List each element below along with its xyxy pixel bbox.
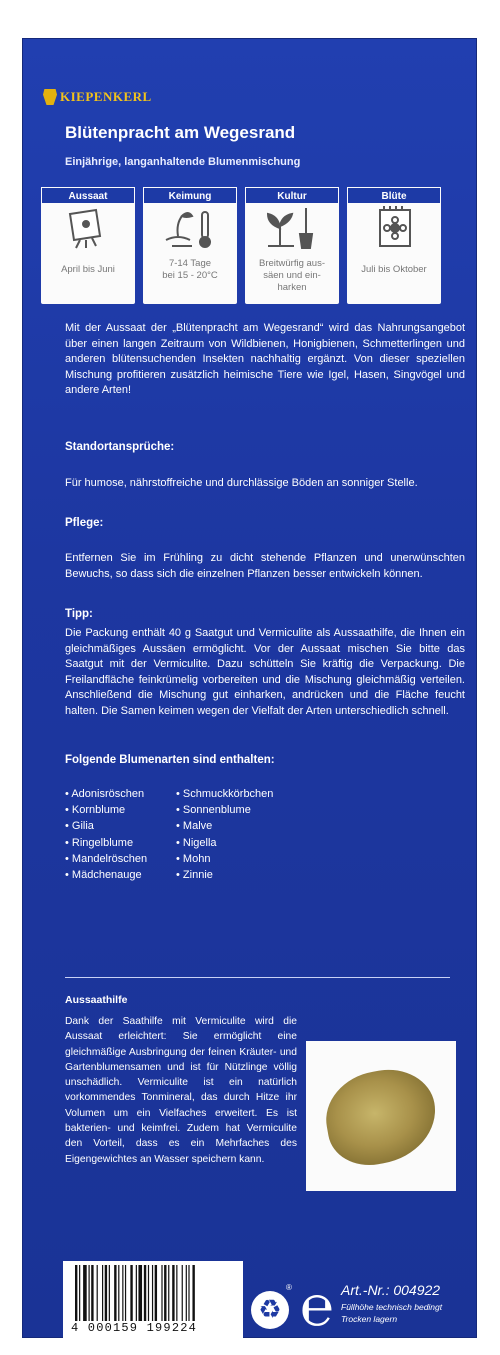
card-aussaat xyxy=(41,187,135,304)
plant-spade-icon xyxy=(245,204,339,254)
brand-name: KIEPENKERL xyxy=(60,89,152,104)
barcode-bar xyxy=(102,1265,103,1321)
recycle-icon: ♻ xyxy=(251,1291,289,1329)
storage-note: Trocken lagern xyxy=(341,1314,398,1324)
card-label: Keimung xyxy=(143,187,237,204)
vermiculite-image xyxy=(306,1041,456,1191)
card-value: 7-14 Tage bei 15 - 20°C xyxy=(162,258,218,281)
list-item: • Sonnenblume xyxy=(176,802,273,818)
barcode-bar xyxy=(152,1265,153,1321)
list-item: • Kornblume xyxy=(65,802,147,818)
list-item: • Nigella xyxy=(176,835,273,851)
tipp-text: Die Packung enthält 40 g Saatgut und Vermiculite als Aussaathilfe, die Ihnen ein gleichmäßiges Aussäen ermöglicht. Vor der Aussaat mischen Sie bitte das Saatgut mit der Vermiculite. Dazu schütteln Sie kräftig die Verpackung. Die Freilandfläche feinkrümelig vorbereiten und die Mischung gleichmäßig verteilen. Anschließend die Mischung gut einharken, andrücken und die Fläche feucht halten. Die Samen keimen wegen der Vielfalt der Arten unterschiedlich schnell. xyxy=(65,627,465,717)
barcode-bar xyxy=(161,1265,162,1321)
brand-logo xyxy=(43,89,152,105)
fill-note: Füllhöhe technisch bedingt xyxy=(341,1302,443,1312)
seed-packet-icon xyxy=(41,204,135,254)
barcode xyxy=(63,1261,243,1341)
aussaathilfe-text: Dank der Saathilfe mit Vermiculite wird die Aussaat erleichtert: Sie ermöglicht eine gleichmäßige Ausbringung der feinen Kräuter- und Gartenblumensamen und ist für Nützlinge völlig unschädlich. Vermiculite ist ein natürlich vorkommendes Tonmineral, das durch Hitze ihr Volumen um ein Vielfaches erweitert. Es ist bakterien- und keimfrei. Zudem hat Vermiculite den Vorteil, dass es ein Mehrfaches des Eigengewichtes an Wasser speichern kann. xyxy=(65,1016,297,1165)
barcode-bars xyxy=(75,1265,233,1323)
barcode-bar xyxy=(97,1265,98,1321)
barcode-bar xyxy=(79,1265,80,1321)
list-item: • Ringelblume xyxy=(65,835,147,851)
card-value: Breitwürfig aus- säen und ein- harken xyxy=(259,258,325,293)
barcode-bar xyxy=(188,1265,189,1321)
pflege-text: Entfernen Sie im Frühling zu dicht stehende Pflanzen und unerwünschten Bewuchs, so dass sich die einzelnen Pflanzen besser entwickeln können. xyxy=(65,552,465,580)
seed-packet-back xyxy=(22,38,477,1338)
list-item: • Mohn xyxy=(176,851,273,867)
barcode-bar xyxy=(182,1265,183,1321)
aussaathilfe-heading: Aussaathilfe xyxy=(65,994,128,1006)
registered-mark: ® xyxy=(286,1283,292,1292)
species-list-1 xyxy=(65,786,147,883)
barcode-bar xyxy=(91,1265,93,1321)
article-number: Art.-Nr.: 004922 xyxy=(341,1282,441,1298)
product-subtitle: Einjährige, langanhaltende Blumenmischung xyxy=(65,156,301,168)
barcode-bar xyxy=(136,1265,137,1321)
list-item: • Mädchenauge xyxy=(65,867,147,883)
card-kultur xyxy=(245,187,339,304)
card-bluete xyxy=(347,187,441,304)
basket-icon xyxy=(43,89,57,105)
barcode-bar xyxy=(172,1265,174,1321)
barcode-bar xyxy=(164,1265,166,1321)
barcode-bar xyxy=(130,1265,132,1321)
germination-thermometer-icon xyxy=(143,204,237,254)
barcode-bar xyxy=(109,1265,110,1321)
barcode-bar xyxy=(168,1265,169,1321)
species-list-2 xyxy=(176,786,273,883)
standort-text: Für humose, nährstoffreiche und durchlässige Böden an sonniger Stelle. xyxy=(65,477,418,489)
barcode-bar xyxy=(105,1265,107,1321)
barcode-bar xyxy=(186,1265,187,1321)
pflege-heading: Pflege: xyxy=(65,517,104,529)
barcode-bar xyxy=(75,1265,77,1321)
list-item: • Malve xyxy=(176,818,273,834)
intro-text: Mit der Aussaat der „Blütenpracht am Wegesrand“ wird das Nahrungsangebot über einen langen Zeitraum von Wildbienen, Honigbienen, Schmetterlingen und anderen blütensuchenden Insekten nachhaltig ergänzt. Von dieser speziellen Mischung profitieren zusätzlich heimische Tiere wie Igel, Hasen, Singvögel und andere Arten! xyxy=(65,322,465,396)
standort-heading: Standortansprüche: xyxy=(65,441,175,453)
barcode-bar xyxy=(89,1265,90,1321)
list-item: • Mandelröschen xyxy=(65,851,147,867)
barcode-bar xyxy=(83,1265,87,1321)
barcode-bar xyxy=(138,1265,142,1321)
vermiculite-pile xyxy=(319,1062,443,1172)
list-item: • Adonisröschen xyxy=(65,786,147,802)
card-label: Blüte xyxy=(347,187,441,204)
tipp-heading: Tipp: xyxy=(65,608,93,620)
list-item: • Zinnie xyxy=(176,867,273,883)
estimated-sign-icon: ℮ xyxy=(300,1276,334,1338)
barcode-bar xyxy=(148,1265,149,1321)
card-label: Aussaat xyxy=(41,187,135,204)
barcode-bar xyxy=(118,1265,119,1321)
barcode-bar xyxy=(144,1265,146,1321)
card-value: April bis Juni xyxy=(61,264,115,275)
barcode-bar xyxy=(192,1265,194,1321)
barcode-bar xyxy=(114,1265,116,1321)
flower-calendar-icon xyxy=(347,204,441,254)
card-label: Kultur xyxy=(245,187,339,204)
arten-heading: Folgende Blumenarten sind enthalten: xyxy=(65,754,275,766)
list-item: • Gilia xyxy=(65,818,147,834)
barcode-bar xyxy=(155,1265,157,1321)
barcode-number: 4 000159 199224 xyxy=(71,1321,198,1335)
barcode-bar xyxy=(176,1265,177,1321)
barcode-bar xyxy=(122,1265,123,1321)
product-title: Blütenpracht am Wegesrand xyxy=(65,123,296,142)
barcode-bar xyxy=(125,1265,126,1321)
section-divider xyxy=(65,977,450,978)
list-item: • Schmuckkörbchen xyxy=(176,786,273,802)
card-keimung xyxy=(143,187,237,304)
card-value: Juli bis Oktober xyxy=(361,264,427,275)
